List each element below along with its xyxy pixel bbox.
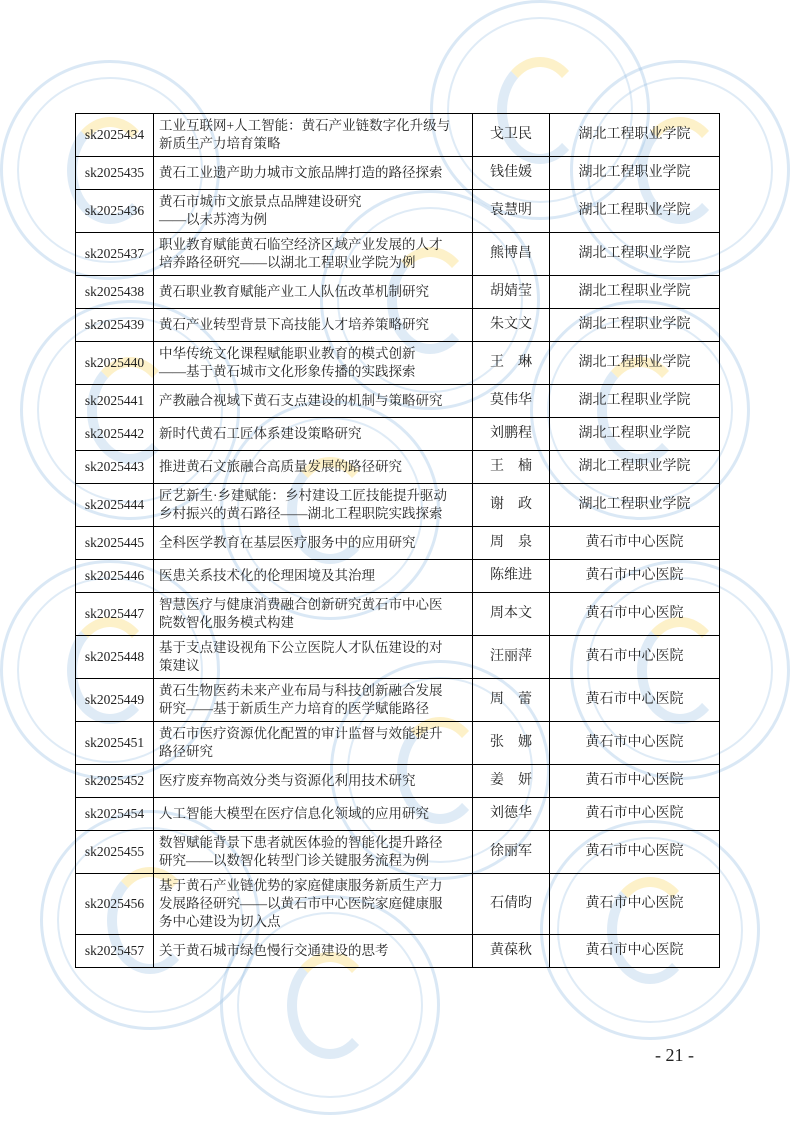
organization: 湖北工程职业学院: [550, 484, 720, 527]
project-table: [75, 113, 720, 968]
organization: 湖北工程职业学院: [550, 276, 720, 309]
applicant-name: 谢 政: [473, 484, 550, 527]
table-row: [76, 451, 720, 484]
applicant-name: 钱佳媛: [473, 157, 550, 190]
applicant-name: 袁慧明: [473, 190, 550, 233]
organization: 黄石市中心医院: [550, 679, 720, 722]
project-id: sk2025435: [76, 157, 154, 190]
table-row: [76, 765, 720, 798]
project-id: sk2025449: [76, 679, 154, 722]
project-id: sk2025452: [76, 765, 154, 798]
organization: 黄石市中心医院: [550, 527, 720, 560]
project-title: 黄石生物医药未来产业布局与科技创新融合发展 研究——基于新质生产力培育的医学赋能路径: [154, 679, 473, 722]
applicant-name: 王 琳: [473, 342, 550, 385]
organization: 湖北工程职业学院: [550, 114, 720, 157]
organization: 黄石市中心医院: [550, 831, 720, 874]
project-id: sk2025442: [76, 418, 154, 451]
project-title: 医患关系技术化的伦理困境及其治理: [154, 560, 473, 593]
organization: 湖北工程职业学院: [550, 309, 720, 342]
applicant-name: 周 泉: [473, 527, 550, 560]
applicant-name: 周 蕾: [473, 679, 550, 722]
organization: 黄石市中心医院: [550, 935, 720, 968]
applicant-name: 莫伟华: [473, 385, 550, 418]
project-title: 产教融合视域下黄石支点建设的机制与策略研究: [154, 385, 473, 418]
project-title: 基于支点建设视角下公立医院人才队伍建设的对 策建议: [154, 636, 473, 679]
table-row: [76, 722, 720, 765]
applicant-name: 张 娜: [473, 722, 550, 765]
applicant-name: 石倩昀: [473, 874, 550, 935]
applicant-name: 汪丽萍: [473, 636, 550, 679]
table-row: [76, 418, 720, 451]
project-id: sk2025447: [76, 593, 154, 636]
table-row: [76, 233, 720, 276]
organization: 黄石市中心医院: [550, 636, 720, 679]
table-row: [76, 385, 720, 418]
applicant-name: 胡婧莹: [473, 276, 550, 309]
table-row: [76, 114, 720, 157]
table-row: [76, 276, 720, 309]
project-id: sk2025454: [76, 798, 154, 831]
project-title: 新时代黄石工匠体系建设策略研究: [154, 418, 473, 451]
project-title: 黄石市城市文旅景点品牌建设研究 ——以未苏湾为例: [154, 190, 473, 233]
applicant-name: 陈维进: [473, 560, 550, 593]
applicant-name: 熊博昌: [473, 233, 550, 276]
organization: 湖北工程职业学院: [550, 385, 720, 418]
table-row: [76, 190, 720, 233]
project-id: sk2025451: [76, 722, 154, 765]
table-row: [76, 309, 720, 342]
table-row: [76, 560, 720, 593]
project-title: 人工智能大模型在医疗信息化领域的应用研究: [154, 798, 473, 831]
project-title: 黄石工业遗产助力城市文旅品牌打造的路径探索: [154, 157, 473, 190]
table-row: [76, 342, 720, 385]
table-row: [76, 679, 720, 722]
organization: 黄石市中心医院: [550, 798, 720, 831]
project-title: 医疗废弃物高效分类与资源化利用技术研究: [154, 765, 473, 798]
organization: 湖北工程职业学院: [550, 342, 720, 385]
project-id: sk2025436: [76, 190, 154, 233]
applicant-name: 黄葆秋: [473, 935, 550, 968]
table-row: [76, 798, 720, 831]
project-id: sk2025439: [76, 309, 154, 342]
project-id: sk2025441: [76, 385, 154, 418]
organization: 黄石市中心医院: [550, 765, 720, 798]
project-title: 黄石产业转型背景下高技能人才培养策略研究: [154, 309, 473, 342]
project-title: 黄石职业教育赋能产业工人队伍改革机制研究: [154, 276, 473, 309]
project-title: 数智赋能背景下患者就医体验的智能化提升路径 研究——以数智化转型门诊关键服务流程为例: [154, 831, 473, 874]
applicant-name: 朱文文: [473, 309, 550, 342]
project-id: sk2025444: [76, 484, 154, 527]
organization: 湖北工程职业学院: [550, 190, 720, 233]
table-row: [76, 935, 720, 968]
project-title: 推进黄石文旅融合高质量发展的路径研究: [154, 451, 473, 484]
project-title: 工业互联网+人工智能：黄石产业链数字化升级与 新质生产力培育策略: [154, 114, 473, 157]
table-row: [76, 157, 720, 190]
project-title: 职业教育赋能黄石临空经济区域产业发展的人才 培养路径研究——以湖北工程职业学院为例: [154, 233, 473, 276]
table-row: [76, 527, 720, 560]
table-row: [76, 484, 720, 527]
applicant-name: 戈卫民: [473, 114, 550, 157]
table-row: [76, 593, 720, 636]
project-id: sk2025446: [76, 560, 154, 593]
project-id: sk2025457: [76, 935, 154, 968]
project-title: 智慧医疗与健康消费融合创新研究黄石市中心医 院数智化服务模式构建: [154, 593, 473, 636]
organization: 黄石市中心医院: [550, 593, 720, 636]
project-id: sk2025437: [76, 233, 154, 276]
project-id: sk2025438: [76, 276, 154, 309]
organization: 黄石市中心医院: [550, 874, 720, 935]
project-title: 基于黄石产业链优势的家庭健康服务新质生产力 发展路径研究——以黄石市中心医院家庭健康服 务中心建设为切入点: [154, 874, 473, 935]
project-id: sk2025456: [76, 874, 154, 935]
organization: 湖北工程职业学院: [550, 418, 720, 451]
project-id: sk2025443: [76, 451, 154, 484]
project-title: 关于黄石城市绿色慢行交通建设的思考: [154, 935, 473, 968]
project-title: 全科医学教育在基层医疗服务中的应用研究: [154, 527, 473, 560]
applicant-name: 刘德华: [473, 798, 550, 831]
project-title: 匠艺新生·乡建赋能：乡村建设工匠技能提升驱动 乡村振兴的黄石路径——湖北工程职院实践探索: [154, 484, 473, 527]
applicant-name: 姜 妍: [473, 765, 550, 798]
table-row: [76, 874, 720, 935]
applicant-name: 徐丽军: [473, 831, 550, 874]
project-id: sk2025434: [76, 114, 154, 157]
applicant-name: 周本文: [473, 593, 550, 636]
page-number: - 21 -: [655, 1045, 694, 1065]
organization: 湖北工程职业学院: [550, 233, 720, 276]
organization: 黄石市中心医院: [550, 560, 720, 593]
table-row: [76, 831, 720, 874]
project-title: 中华传统文化课程赋能职业教育的模式创新 ——基于黄石城市文化形象传播的实践探索: [154, 342, 473, 385]
applicant-name: 刘鹏程: [473, 418, 550, 451]
organization: 湖北工程职业学院: [550, 157, 720, 190]
applicant-name: 王 楠: [473, 451, 550, 484]
project-id: sk2025445: [76, 527, 154, 560]
organization: 黄石市中心医院: [550, 722, 720, 765]
organization: 湖北工程职业学院: [550, 451, 720, 484]
table-row: [76, 636, 720, 679]
project-title: 黄石市医疗资源优化配置的审计监督与效能提升 路径研究: [154, 722, 473, 765]
project-id: sk2025455: [76, 831, 154, 874]
project-id: sk2025440: [76, 342, 154, 385]
project-id: sk2025448: [76, 636, 154, 679]
